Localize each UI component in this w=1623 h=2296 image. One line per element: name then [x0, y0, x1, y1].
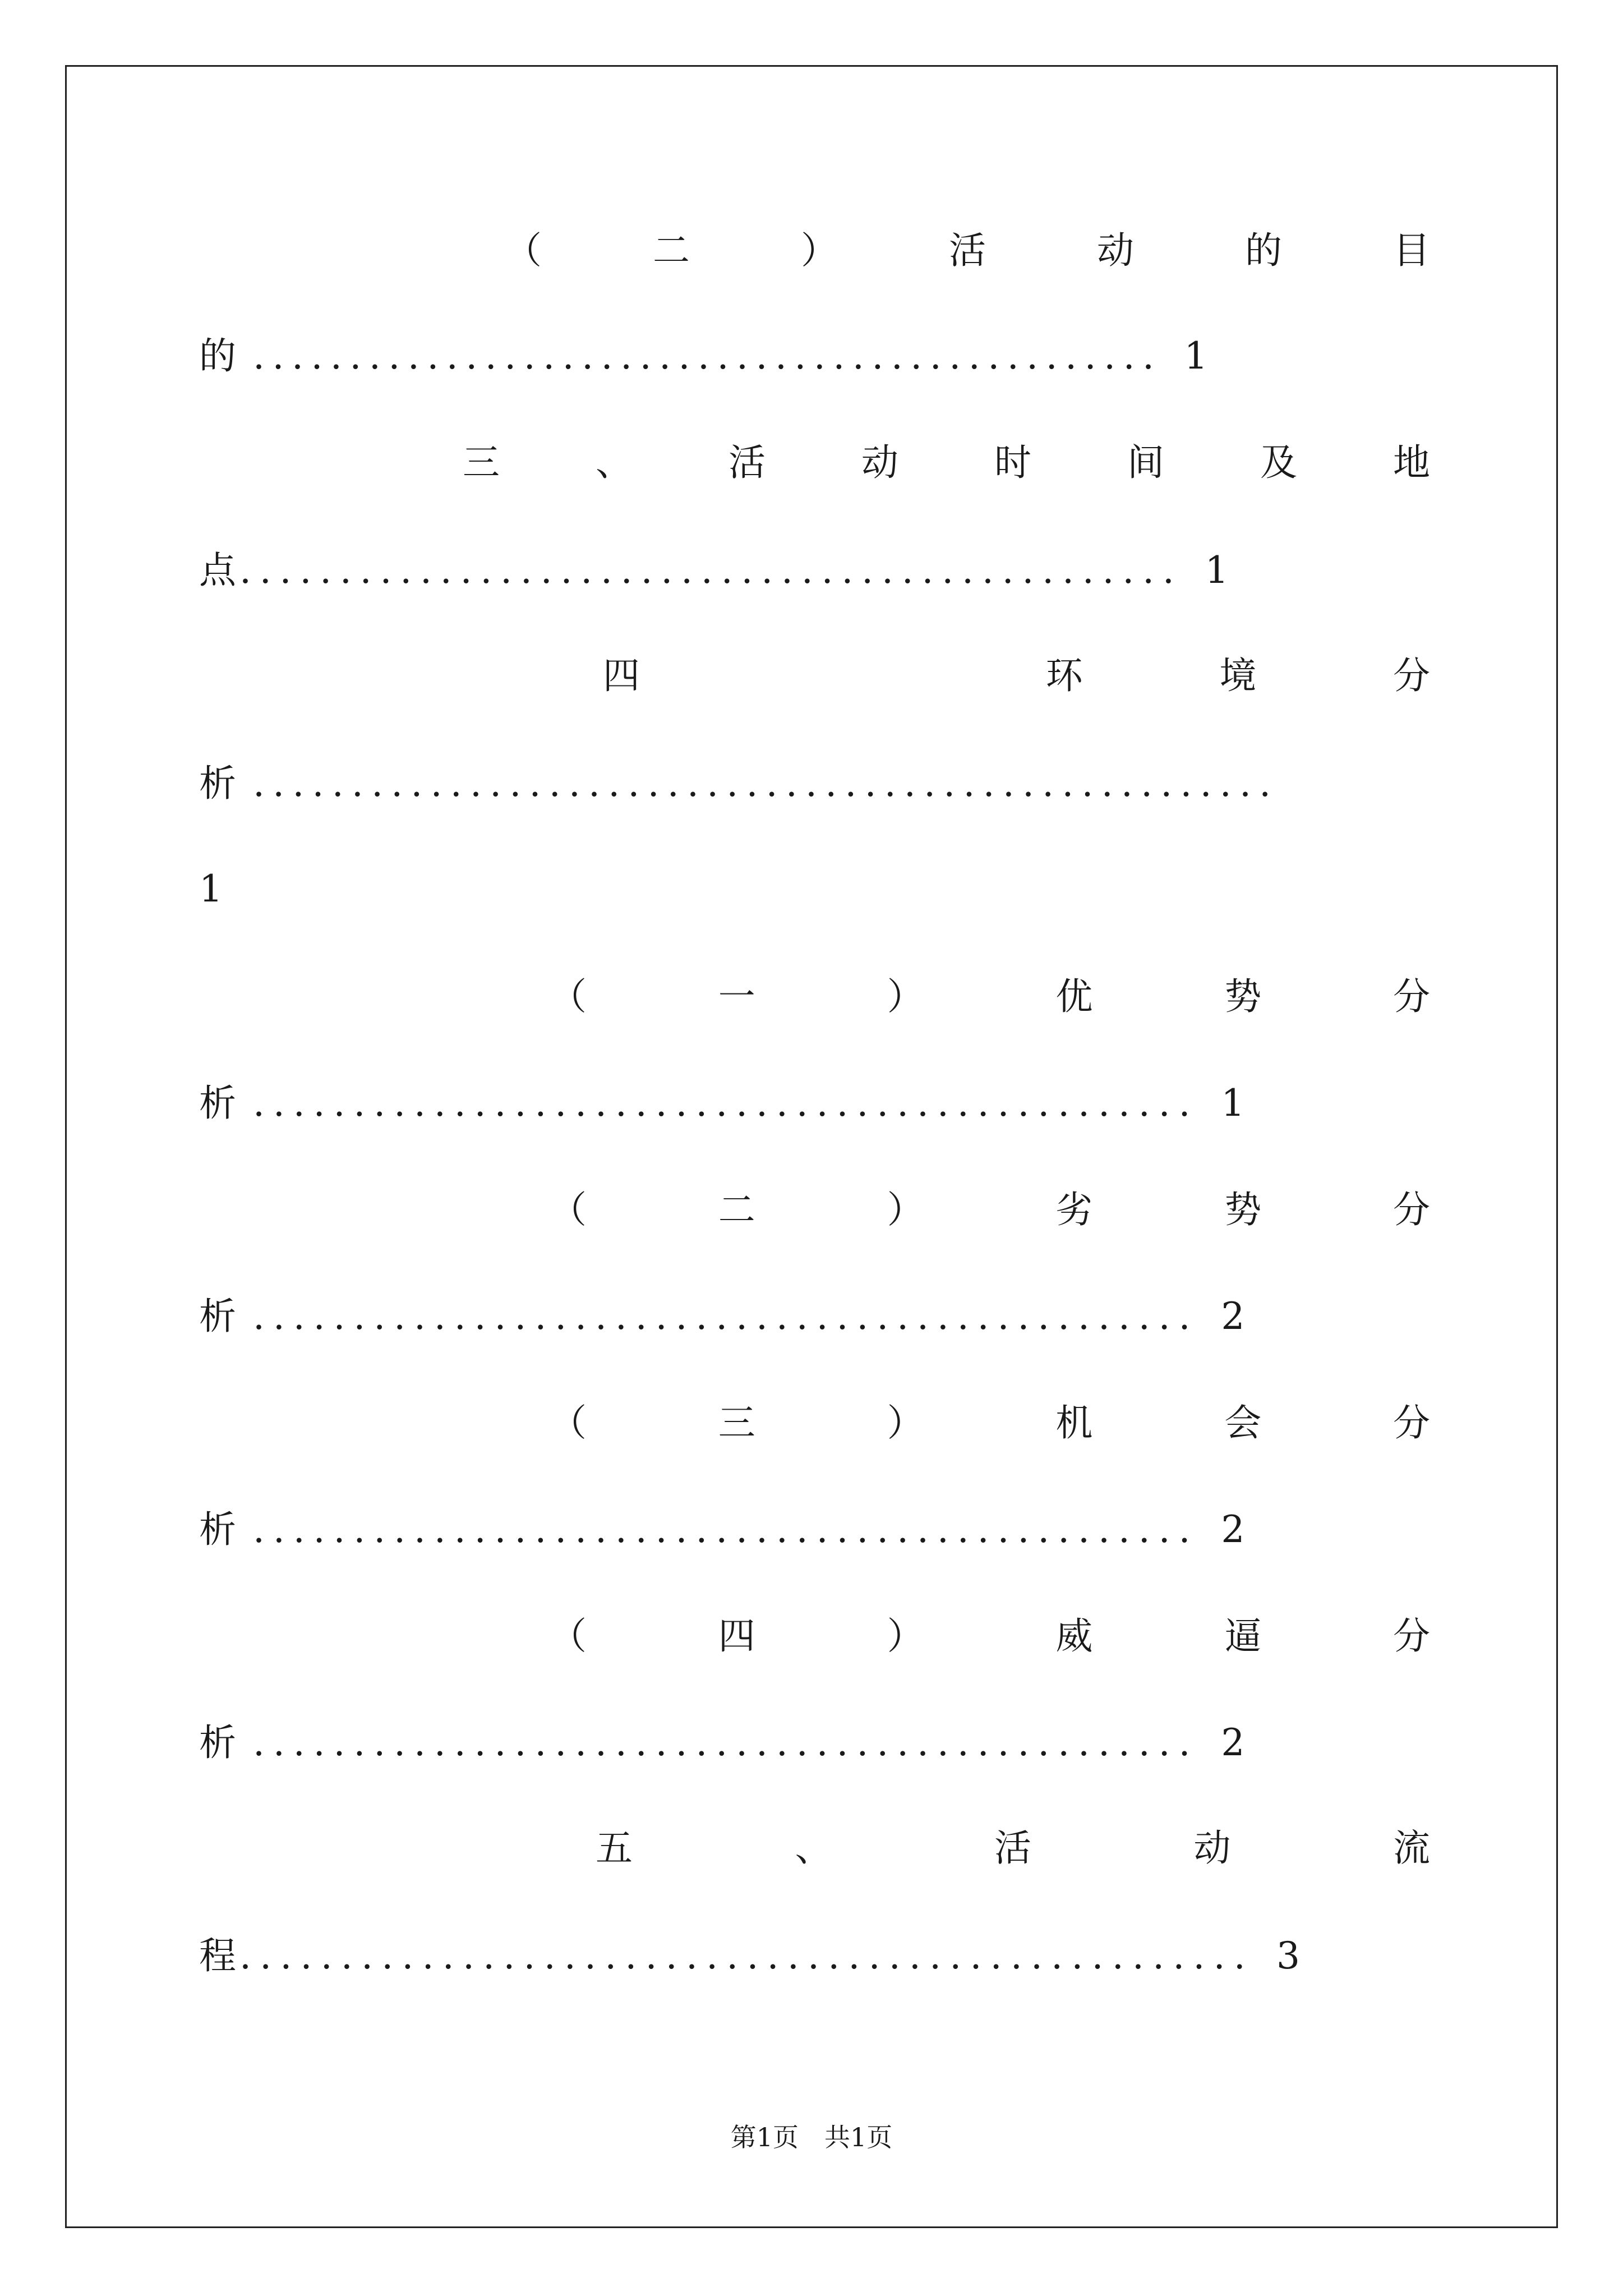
heading-char: （	[505, 229, 542, 272]
toc-entry-lead: 程	[199, 1934, 236, 1977]
heading-char: 时	[994, 441, 1031, 484]
toc-page-number: 1	[1184, 334, 1208, 378]
toc-leader-dots: ...............................................	[253, 1295, 1199, 1338]
heading-char: ）	[887, 1401, 924, 1444]
toc-entry-weaknesses	[199, 1286, 1430, 1347]
toc-entry-time-place	[199, 540, 1430, 601]
heading-char: （	[550, 1614, 587, 1658]
heading-char: 目	[1393, 229, 1430, 272]
heading-char: 威	[1055, 1614, 1093, 1658]
heading-char: 二	[718, 1188, 755, 1231]
toc-entry-activity-flow	[199, 1925, 1430, 1987]
toc-entry-strengths	[199, 1073, 1430, 1134]
toc-page-number: 2	[1221, 1721, 1245, 1764]
toc-entry-lead: 析	[199, 762, 236, 805]
toc-page-number: 3	[1276, 1934, 1300, 1977]
heading-char: 动	[1193, 1826, 1231, 1870]
toc-leader-dots: ...............................................	[253, 1508, 1199, 1551]
toc-heading-time-place	[463, 432, 1430, 494]
heading-char: 三	[463, 441, 500, 484]
toc-entry-activity-purpose	[199, 325, 1430, 387]
toc-entry-environment-analysis	[199, 753, 1430, 815]
toc-entry-lead: 析	[199, 1508, 236, 1551]
toc-heading-environment-analysis	[603, 645, 1430, 707]
heading-char: 五	[596, 1826, 633, 1870]
toc-heading-threats	[550, 1605, 1430, 1667]
toc-page-number: 1	[1221, 1082, 1245, 1125]
toc-page-number: 2	[1221, 1295, 1245, 1338]
heading-char: 境	[1219, 654, 1257, 697]
heading-char: 四	[603, 654, 640, 697]
toc-heading-activity-flow	[596, 1818, 1430, 1879]
toc-leader-dots: ...............................................	[239, 549, 1183, 592]
toc-leader-dots: ...............................................	[253, 1721, 1199, 1764]
heading-char: 活	[949, 229, 986, 272]
heading-char: 机	[1055, 1401, 1093, 1444]
heading-char: 环	[1045, 654, 1083, 697]
toc-entry-lead: 析	[199, 1082, 236, 1125]
toc-leader-dots: ...............................................	[253, 334, 1162, 378]
toc-leader-dots: ....................................................	[253, 762, 1279, 805]
heading-char: 地	[1393, 441, 1430, 484]
heading-char: 会	[1224, 1401, 1262, 1444]
heading-char: 活	[994, 1826, 1031, 1870]
toc-page-number-wrapped	[199, 858, 1430, 920]
heading-char: ）	[801, 229, 838, 272]
heading-char: 分	[1393, 1401, 1430, 1444]
toc-page-number: 1	[199, 867, 223, 910]
toc-page-number: 2	[1221, 1508, 1245, 1551]
heading-char: ）	[887, 975, 924, 1018]
heading-char: （	[550, 975, 587, 1018]
toc-entry-lead: 析	[199, 1721, 236, 1764]
toc-entry-lead: 点	[199, 549, 236, 592]
toc-entry-lead: 析	[199, 1295, 236, 1338]
heading-char: 动	[861, 441, 898, 484]
heading-char: 优	[1055, 975, 1093, 1018]
heading-char: 分	[1393, 654, 1430, 697]
toc-leader-dots: ..................................................	[239, 1934, 1254, 1977]
heading-char: 一	[718, 975, 755, 1018]
heading-char: 分	[1393, 975, 1430, 1018]
toc-leader-dots: ...............................................	[253, 1082, 1199, 1125]
toc-entry-threats	[199, 1712, 1430, 1774]
heading-char: 动	[1097, 229, 1134, 272]
toc-heading-weaknesses	[550, 1179, 1430, 1241]
toc-page-number: 1	[1205, 549, 1229, 592]
heading-char: ）	[887, 1614, 924, 1658]
heading-char: 分	[1393, 1614, 1430, 1658]
heading-char: 劣	[1055, 1188, 1093, 1231]
toc-entry-lead: 的	[199, 334, 236, 378]
heading-char: 、	[596, 441, 633, 484]
heading-char: 间	[1127, 441, 1164, 484]
heading-char: 四	[718, 1614, 755, 1658]
heading-char: ）	[887, 1188, 924, 1231]
toc-heading-strengths	[550, 966, 1430, 1028]
heading-char: 、	[795, 1826, 832, 1870]
heading-char: 及	[1260, 441, 1297, 484]
heading-char: 势	[1224, 1188, 1262, 1231]
heading-char: 三	[718, 1401, 755, 1444]
heading-char: 二	[653, 229, 690, 272]
heading-char: （	[550, 1401, 587, 1444]
document-page	[65, 65, 1558, 2228]
page-footer: 第1页 共1页	[730, 2122, 893, 2152]
toc-entry-opportunities	[199, 1499, 1430, 1561]
toc-heading-opportunities	[550, 1392, 1430, 1454]
heading-char: 流	[1393, 1826, 1430, 1870]
heading-char: 活	[728, 441, 766, 484]
toc-heading-activity-purpose	[505, 220, 1430, 282]
heading-char: 势	[1224, 975, 1262, 1018]
heading-char: 的	[1245, 229, 1282, 272]
heading-char: （	[550, 1188, 587, 1231]
heading-char: 逼	[1224, 1614, 1262, 1658]
heading-char: 分	[1393, 1188, 1430, 1231]
